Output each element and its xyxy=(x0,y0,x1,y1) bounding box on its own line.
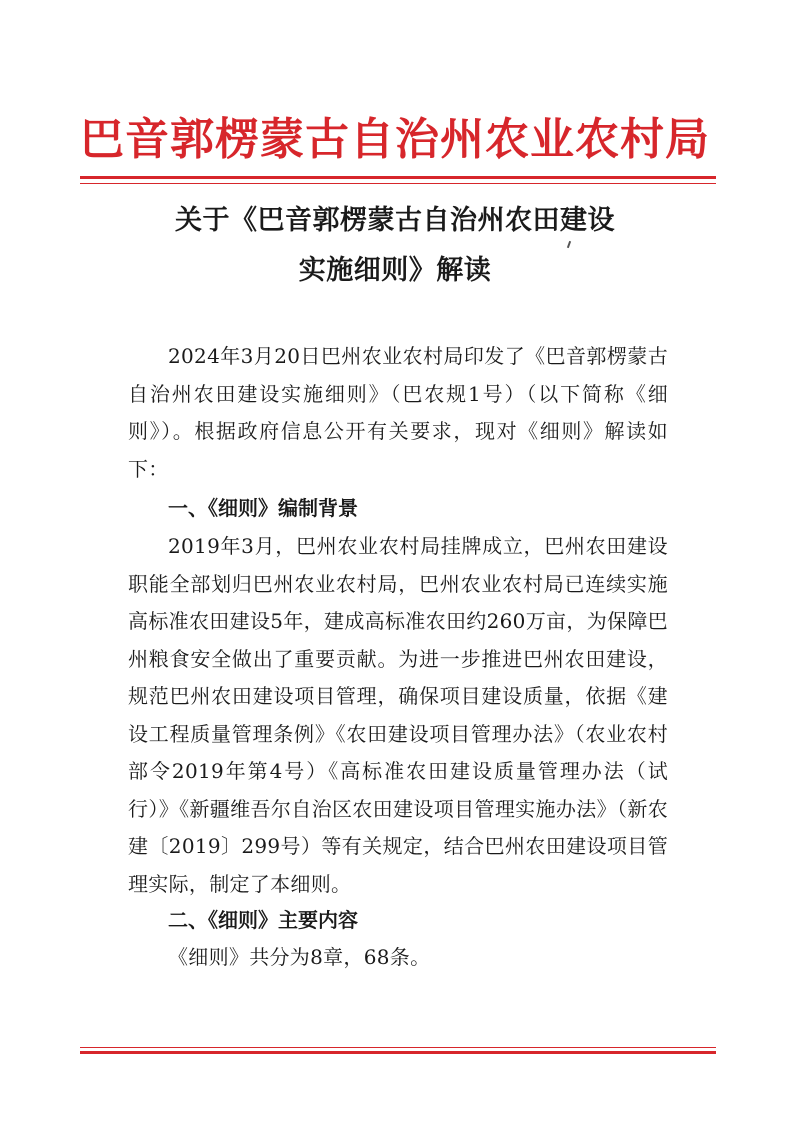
section-heading-background: 一、《细则》编制背景 xyxy=(168,496,358,520)
footer-rule-thick xyxy=(80,1051,716,1054)
header-rule-thick xyxy=(80,176,716,179)
intro-paragraph: 2024年3月20日巴州农业农村局印发了《巴音郭楞蒙古自治州农田建设实施细则》（巴农规1号）（以下简称《细则》）。根据政府信息公开有关要求，现对《细则》解读如下： xyxy=(128,344,668,481)
issuing-organization-header: 巴音郭楞蒙古自治州农业农村局 xyxy=(80,114,710,165)
section-heading-main-content: 二、《细则》主要内容 xyxy=(168,908,358,932)
document-title-line-1: 关于《巴音郭楞蒙古自治州农田建设 xyxy=(175,205,615,236)
document-title-line-2: 实施细则》解读 xyxy=(298,255,492,286)
header-rule-thin xyxy=(80,183,716,184)
footer-rule-thin xyxy=(80,1047,716,1048)
section-paragraph-main-content: 《细则》共分为8章，68条。 xyxy=(168,945,431,969)
section-paragraph-background: 2019年3月，巴州农业农村局挂牌成立，巴州农田建设职能全部划归巴州农业农村局，巴州农业农村局已连续实施高标准农田建设5年，建成高标准农田约260万亩，为保障巴州粮食安全做出了重要贡献。为进一步推进巴州农田建设，规范巴州农田建设项目管理，确保项目建设质量，依据《建设工程质量管理条例》《农田建设项目管理办法》（农业农村部令2019年第4号）《高标准农田建设质量管理办法（试行）》《新疆维吾尔自治区农田建设项目管理实施办法》（新农建〔2019〕299号）等有关规定，结合巴州农田建设项目管理实际，制定了本细则。 xyxy=(128,534,668,896)
